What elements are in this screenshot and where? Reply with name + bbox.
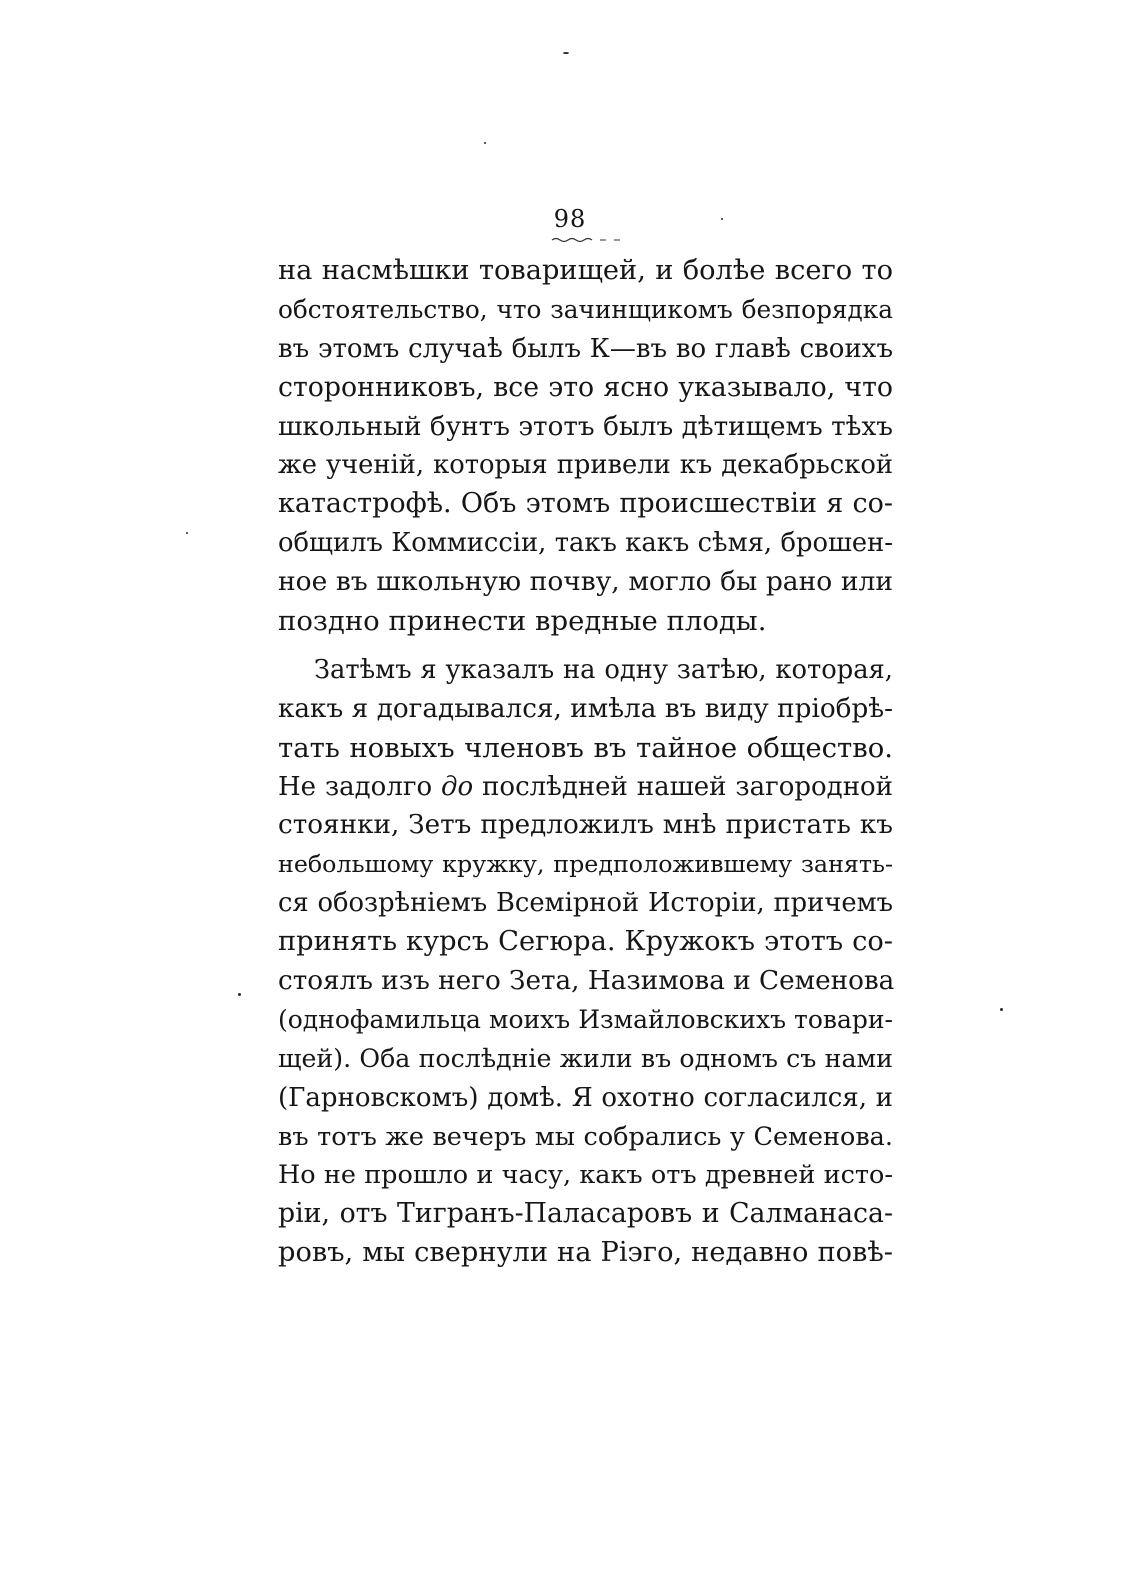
text-line: Затѣмъ я указалъ на одну затѣю, которая, bbox=[314, 654, 893, 685]
scan-speck bbox=[186, 532, 188, 534]
text-line: на насмѣшки товарищей, и болѣе всего то bbox=[278, 255, 893, 286]
text-line: въ этомъ случаѣ былъ К—въ во главѣ своихъ bbox=[278, 333, 893, 364]
text-line: общилъ Коммиссіи, такъ какъ сѣмя, брошен- bbox=[278, 528, 893, 559]
text-line: стоянки, Зетъ предложилъ мнѣ пристать къ bbox=[278, 810, 893, 841]
text-line bbox=[278, 768, 893, 807]
text-line: небольшому кружку, предположившему занять- bbox=[278, 850, 893, 879]
text-line: (однофамильца моихъ Измайловскихъ товари- bbox=[278, 1004, 893, 1034]
text-line: сторонниковъ, все это ясно указывало, что bbox=[278, 371, 893, 403]
body-text bbox=[278, 252, 893, 1273]
text-fragment: Не задолго bbox=[278, 771, 433, 802]
page-number: 98 bbox=[553, 205, 587, 233]
text-line: ное въ школьную почву, могло бы рано или bbox=[278, 566, 893, 598]
text-line: ровъ, мы свернули на Ріэго, недавно повѣ- bbox=[278, 1237, 893, 1269]
text-line: тать новыхъ членовъ въ тайное общество. bbox=[278, 731, 893, 764]
text-line: щей). Оба послѣдніе жили въ одномъ съ нами bbox=[278, 1043, 893, 1073]
paragraph-2 bbox=[278, 651, 893, 1273]
text-line: поздно принести вредные плоды. bbox=[278, 605, 767, 638]
text-line: какъ я догадывался, имѣла въ виду пріобрѣ- bbox=[278, 693, 893, 724]
text-line: катастрофѣ. Объ этомъ происшествіи я со- bbox=[278, 488, 893, 520]
page-number-ornament bbox=[550, 237, 622, 243]
scan-speck bbox=[238, 993, 241, 996]
text-fragment: послѣдней нашей загородной bbox=[482, 771, 894, 802]
scan-speck bbox=[563, 52, 569, 54]
text-line: же ученій, которыя привели къ декабрьской bbox=[278, 450, 893, 481]
scan-speck bbox=[484, 142, 486, 144]
text-line: Но не прошло и часу, какъ отъ древней исто- bbox=[278, 1160, 893, 1191]
paragraph-1 bbox=[278, 252, 893, 641]
text-line: обстоятельство, что зачинщикомъ безпорядка bbox=[278, 294, 893, 324]
text-line: ріи, отъ Тигранъ-Паласаровъ и Салманаса- bbox=[278, 1198, 893, 1230]
scan-speck bbox=[1000, 1008, 1003, 1011]
text-line: принять курсъ Сегюра. Кружокъ этотъ со- bbox=[278, 926, 893, 958]
text-line: въ тотъ же вечеръ мы собрались у Семенова. bbox=[278, 1121, 893, 1152]
text-line: ся обозрѣніемъ Всемірной Исторіи, причемъ bbox=[278, 888, 893, 919]
text-line: (Гарновскомъ) домѣ. Я охотно согласился, и bbox=[278, 1082, 893, 1113]
italic-word: до bbox=[441, 771, 474, 802]
text-line: стоялъ изъ него Зета, Назимова и Семенова bbox=[278, 966, 895, 997]
text-line: школьный бунтъ этотъ былъ дѣтищемъ тѣхъ bbox=[278, 411, 893, 442]
